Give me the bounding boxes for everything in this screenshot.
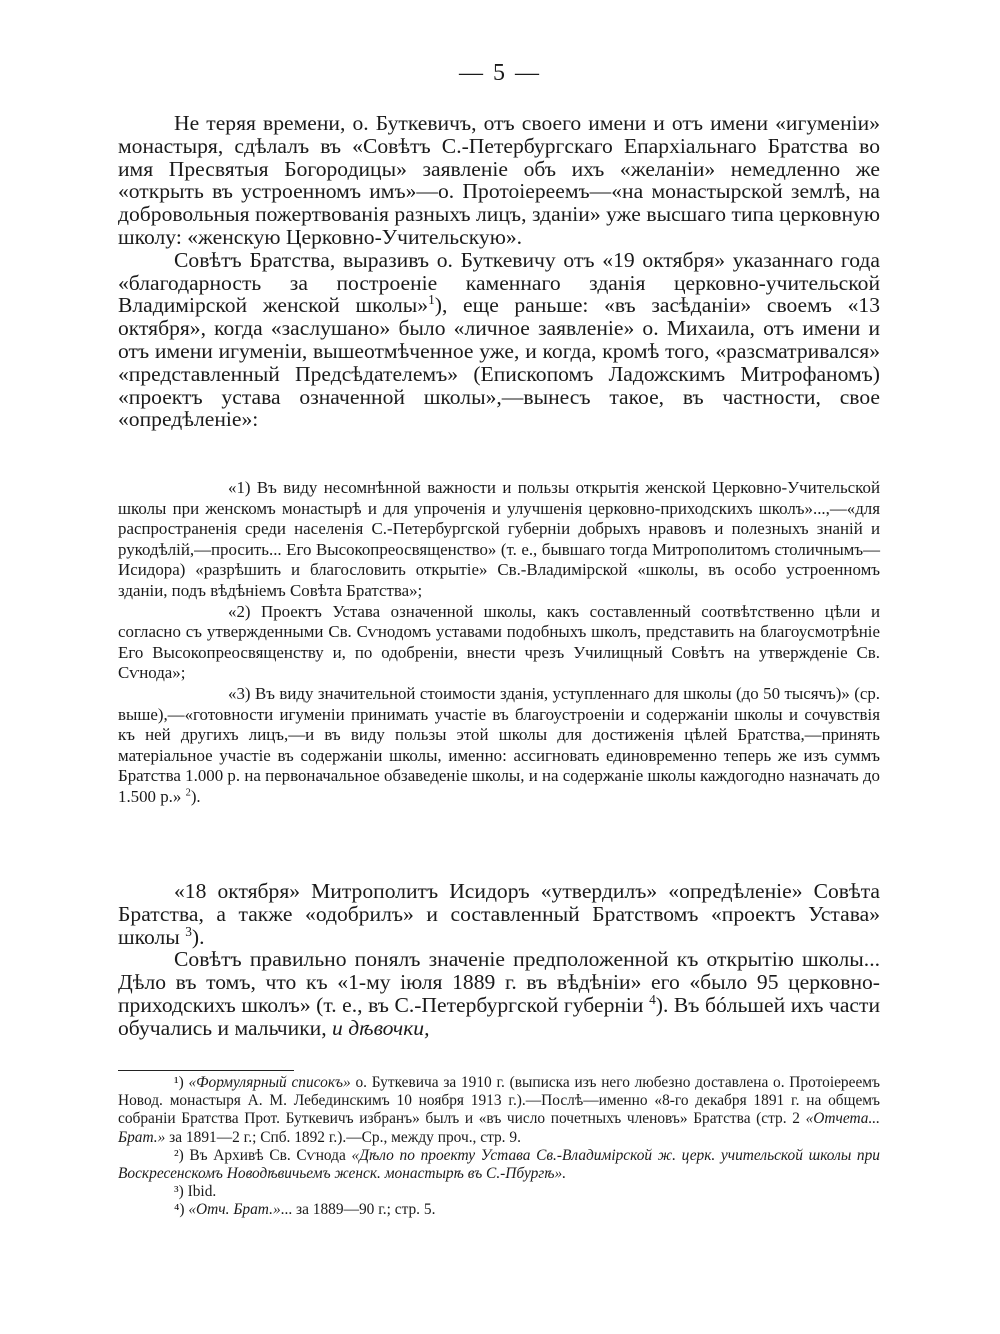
footnote-4-mark: ⁴): [174, 1201, 185, 1219]
quoted-resolution: [118, 478, 880, 808]
resolution-item-1: «1) Въ виду несомнѣнной важности и пользы открытія женской Церковно-Учительской школы при женскомъ монастырѣ и для упроченія и улучшенія церковно-приходскихъ школъ»...,—«для распространенія среди населенія С.-Петербургской губерніи добрыхъ нравовъ и полезныхъ знаній и рукодѣлій,—просить... Его Высокопреосвященство» (т. е., бывшаго тогда Митрополитомъ столичнымъ—Исидора) «разрѣшить и благословить открытіе» Св.-Владимірской «школы, въ особо устроенномъ зданіи, подъ вѣдѣніемъ Совѣта Братства»;: [118, 478, 880, 600]
footnote-4: [118, 1201, 880, 1219]
paragraph-4-mid: ). Въ бóльшей ихъ части обучались и мальчики,: [118, 992, 880, 1040]
paragraph-4: [118, 948, 880, 1039]
footnote-ref-4: 4: [649, 991, 656, 1007]
paragraph-3-end: ).: [191, 924, 205, 949]
paragraph-2: [118, 249, 880, 431]
footnote-4-text: ... за 1889—90 г.; стр. 5.: [280, 1201, 436, 1219]
footnotes: [118, 1074, 880, 1220]
paragraph-1: Не теряя времени, о. Буткевичъ, отъ своего имени и отъ имени «игуменіи» монастыря, сдѣлалъ въ «Совѣтъ С.-Петербургскаго Епархіальнаго Братства во имя Пресвятыя Богородицы» заявленіе объ ихъ «желаніи» немедленно же «открыть въ устроенномъ имъ»—о. Протоіереемъ—«на монастырской землѣ, на добровольныя пожертвованія разныхъ лицъ, зданіи» уже высшаго типа церковную школу: «женскую Церковно-Учительскую».: [118, 111, 880, 249]
continuation-text: [118, 880, 880, 1040]
resolution-item-3-end: ).: [190, 786, 201, 806]
page-number: — 5 —: [459, 60, 541, 86]
paragraph-2-text: Совѣтъ Братства, выразивъ о. Буткевичу отъ «19 октября» указаннаго года «благодарность за построеніе каменнаго зданія церковно-учительской Владимірской женской школы»: [118, 247, 880, 318]
footnote-4-title: «Отч. Брат.»: [188, 1201, 281, 1219]
footnote-ref-3: 3: [185, 923, 192, 939]
resolution-item-3: [118, 684, 880, 808]
footnote-1-report: «Отчета... Брат.»: [118, 1110, 880, 1146]
footnote-3-text: Ibid.: [183, 1183, 217, 1201]
footnote-1-title: «Формулярный списокъ»: [188, 1074, 351, 1091]
footnote-ref-2: 2: [185, 787, 191, 799]
footnote-1-mark: ¹): [174, 1074, 184, 1091]
main-text: [118, 112, 880, 431]
paragraph-4-text: Совѣтъ правильно понялъ значеніе предположенной къ открытію школы... Дѣло въ томъ, что къ «1-му іюля 1889 г. въ вѣдѣніи» его «было 95 церковно-приходскихъ школъ» (т. е., въ С.-Петербургской губерніи: [118, 947, 880, 1017]
paragraph-4-emphasis: и дѣвочки,: [332, 1015, 430, 1040]
footnote-3: [118, 1183, 880, 1201]
footnote-2-text: Въ Архивѣ Св. Сѵнода: [183, 1146, 352, 1164]
footnote-1: [118, 1074, 880, 1147]
footnote-ref-1: 1: [428, 292, 435, 308]
paragraph-2-text-end: ), еще раньше: «въ засѣданіи» своемъ «13 октября», когда «заслушано» было «личное заявленіе» о. Михаила, отъ имени и отъ имени игуменіи, вышеотмѣченное уже, и когда, кромѣ того, «разсматривался» «представленный Предсѣдателемъ» (Епископомъ Ладожскимъ Митрофаномъ) «проектъ устава означенной школы»,—вынесъ такое, въ частности, свое «опредѣленіе»:: [118, 293, 880, 432]
footnote-1-text-end: за 1891—2 г.; Спб. 1892 г.).—Ср., между проч., стр. 9.: [165, 1128, 521, 1146]
paragraph-3: [118, 880, 880, 948]
footnote-1-text: о. Буткевича за 1910 г. (выписка изъ него любезно доставлена о. Протоіереемъ Новод. монастыря А. М. Лебединскимъ 10 ноября 1913 г.).—Послѣ—именно «8-го декабря 1891 г. на общемъ собраніи Братства Прот. Буткевичъ избранъ» былъ и «въ число почетныхъ членовъ» Братства (стр. 2: [118, 1074, 880, 1128]
paragraph-3-text: «18 октября» Митрополитъ Исидоръ «утвердилъ» «опредѣленіе» Совѣта Братства, а также «одобрилъ» и составленный Братствомъ «проектъ Устава» школы: [118, 879, 880, 949]
footnote-2-title: «Дѣло по проекту Устава Св.-Владимірской ж. церк. учительской школы при Воскресенскомъ Новодѣвичьемъ женск. монастырѣ въ С.-Пбургѣ».: [118, 1146, 880, 1183]
footnote-2-mark: ²): [174, 1146, 184, 1164]
footnote-divider: [118, 1070, 294, 1071]
resolution-item-2: «2) Проектъ Устава означенной школы, какъ составленный соотвѣтственно цѣли и согласно съ утвержденными Св. Сѵнодомъ уставами подобныхъ школъ, представить на благоусмотрѣніе Его Высокопреосвященству и, по одобреніи, внести чрезъ Училищный Совѣтъ на утвержденіе Св. Сѵнода»;: [118, 601, 880, 683]
footnote-3-mark: ³): [174, 1183, 184, 1201]
footnote-2: [118, 1147, 880, 1183]
resolution-item-3-text: «3) Въ виду значительной стоимости зданія, уступленнаго для школы (до 50 тысячъ)» (ср. выше),—«готовности игуменіи принимать участіе въ благоустроеніи и содержаніи школы и сочувствія къ ней другихъ лицъ,—и въ виду пользы этой школы для достиженія цѣлей Братства,—принять матеріальное участіе въ содержаніи школы, именно: ассигновать единовременно теперь же изъ суммъ Братства 1.000 р. на первоначальное обзаведеніе школы, и на содержаніе школы каждогодно назначать до 1.500 р.»: [118, 683, 880, 806]
